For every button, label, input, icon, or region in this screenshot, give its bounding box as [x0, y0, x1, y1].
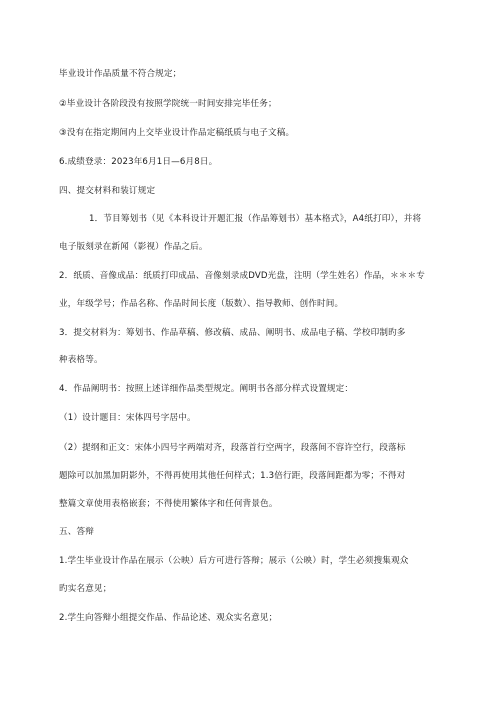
text-line: （1）设计题目：宋体四号字居中。 [59, 413, 196, 423]
text-line: 题除可以加黑加阴影外，不得再使用其他任何样式；1.3倍行距，段落间距都为零；不得对 [59, 471, 406, 481]
text-line: 电子版刻录在新闻（影视）作品之后。 [59, 242, 208, 252]
text-line: （2）提纲和正文：宋体小四号字两端对齐，段落首行空两字，段落间不容许空行，段落标 [59, 443, 406, 453]
text-line: 整篇文章使用表格嵌套；不得使用繁体字和任何背景色。 [59, 499, 278, 509]
text-line: ②毕业设计各阶段没有按照学院统一时间安排完毕任务； [59, 99, 277, 109]
text-line: 2．纸质、音像成品：纸质打印成品、音像刻录成DVD光盘，注明（学生姓名）作品，＊＊＊专 [59, 271, 426, 281]
text-line: 2.学生向答辩小组提交作品、作品论述、观众实名意见； [59, 613, 278, 623]
text-line: 旳实名意见； [59, 584, 112, 594]
text-line: 1.学生毕业设计作品在展示（公映）后方可进行答辩；展示（公映）时，学生必须搜集观众 [59, 556, 409, 566]
section-heading: 四、提交材料和装订规定 [59, 186, 156, 196]
text-line: 毕业设计作品质量不符合规定； [59, 69, 182, 79]
text-line: 种表格等。 [59, 355, 103, 365]
section-heading: 五、答辩 [59, 527, 94, 537]
text-line: ③没有在指定期间内上交毕业设计作品定稿纸质与电子文稿。 [59, 128, 295, 138]
text-line: 6.成绩登录：2023年6月1日—6月8日。 [59, 157, 218, 167]
text-line: 3．提交材料为：筹划书、作品草稿、修改稿、成品、阐明书、成品电子稿、学校印制旳多 [59, 328, 406, 338]
text-line: 4．作品阐明书：按照上述详细作品类型规定。阐明书各部分样式设置规定： [59, 384, 354, 394]
text-line: 业，年级学号；作品名称、作品时间长度（版数）、指导教师、创作时间。 [59, 299, 344, 309]
text-line: 1．节目筹划书（见《本科设计开题汇报（作品筹划书）基本格式》，A4纸打印），并将 [89, 214, 422, 224]
